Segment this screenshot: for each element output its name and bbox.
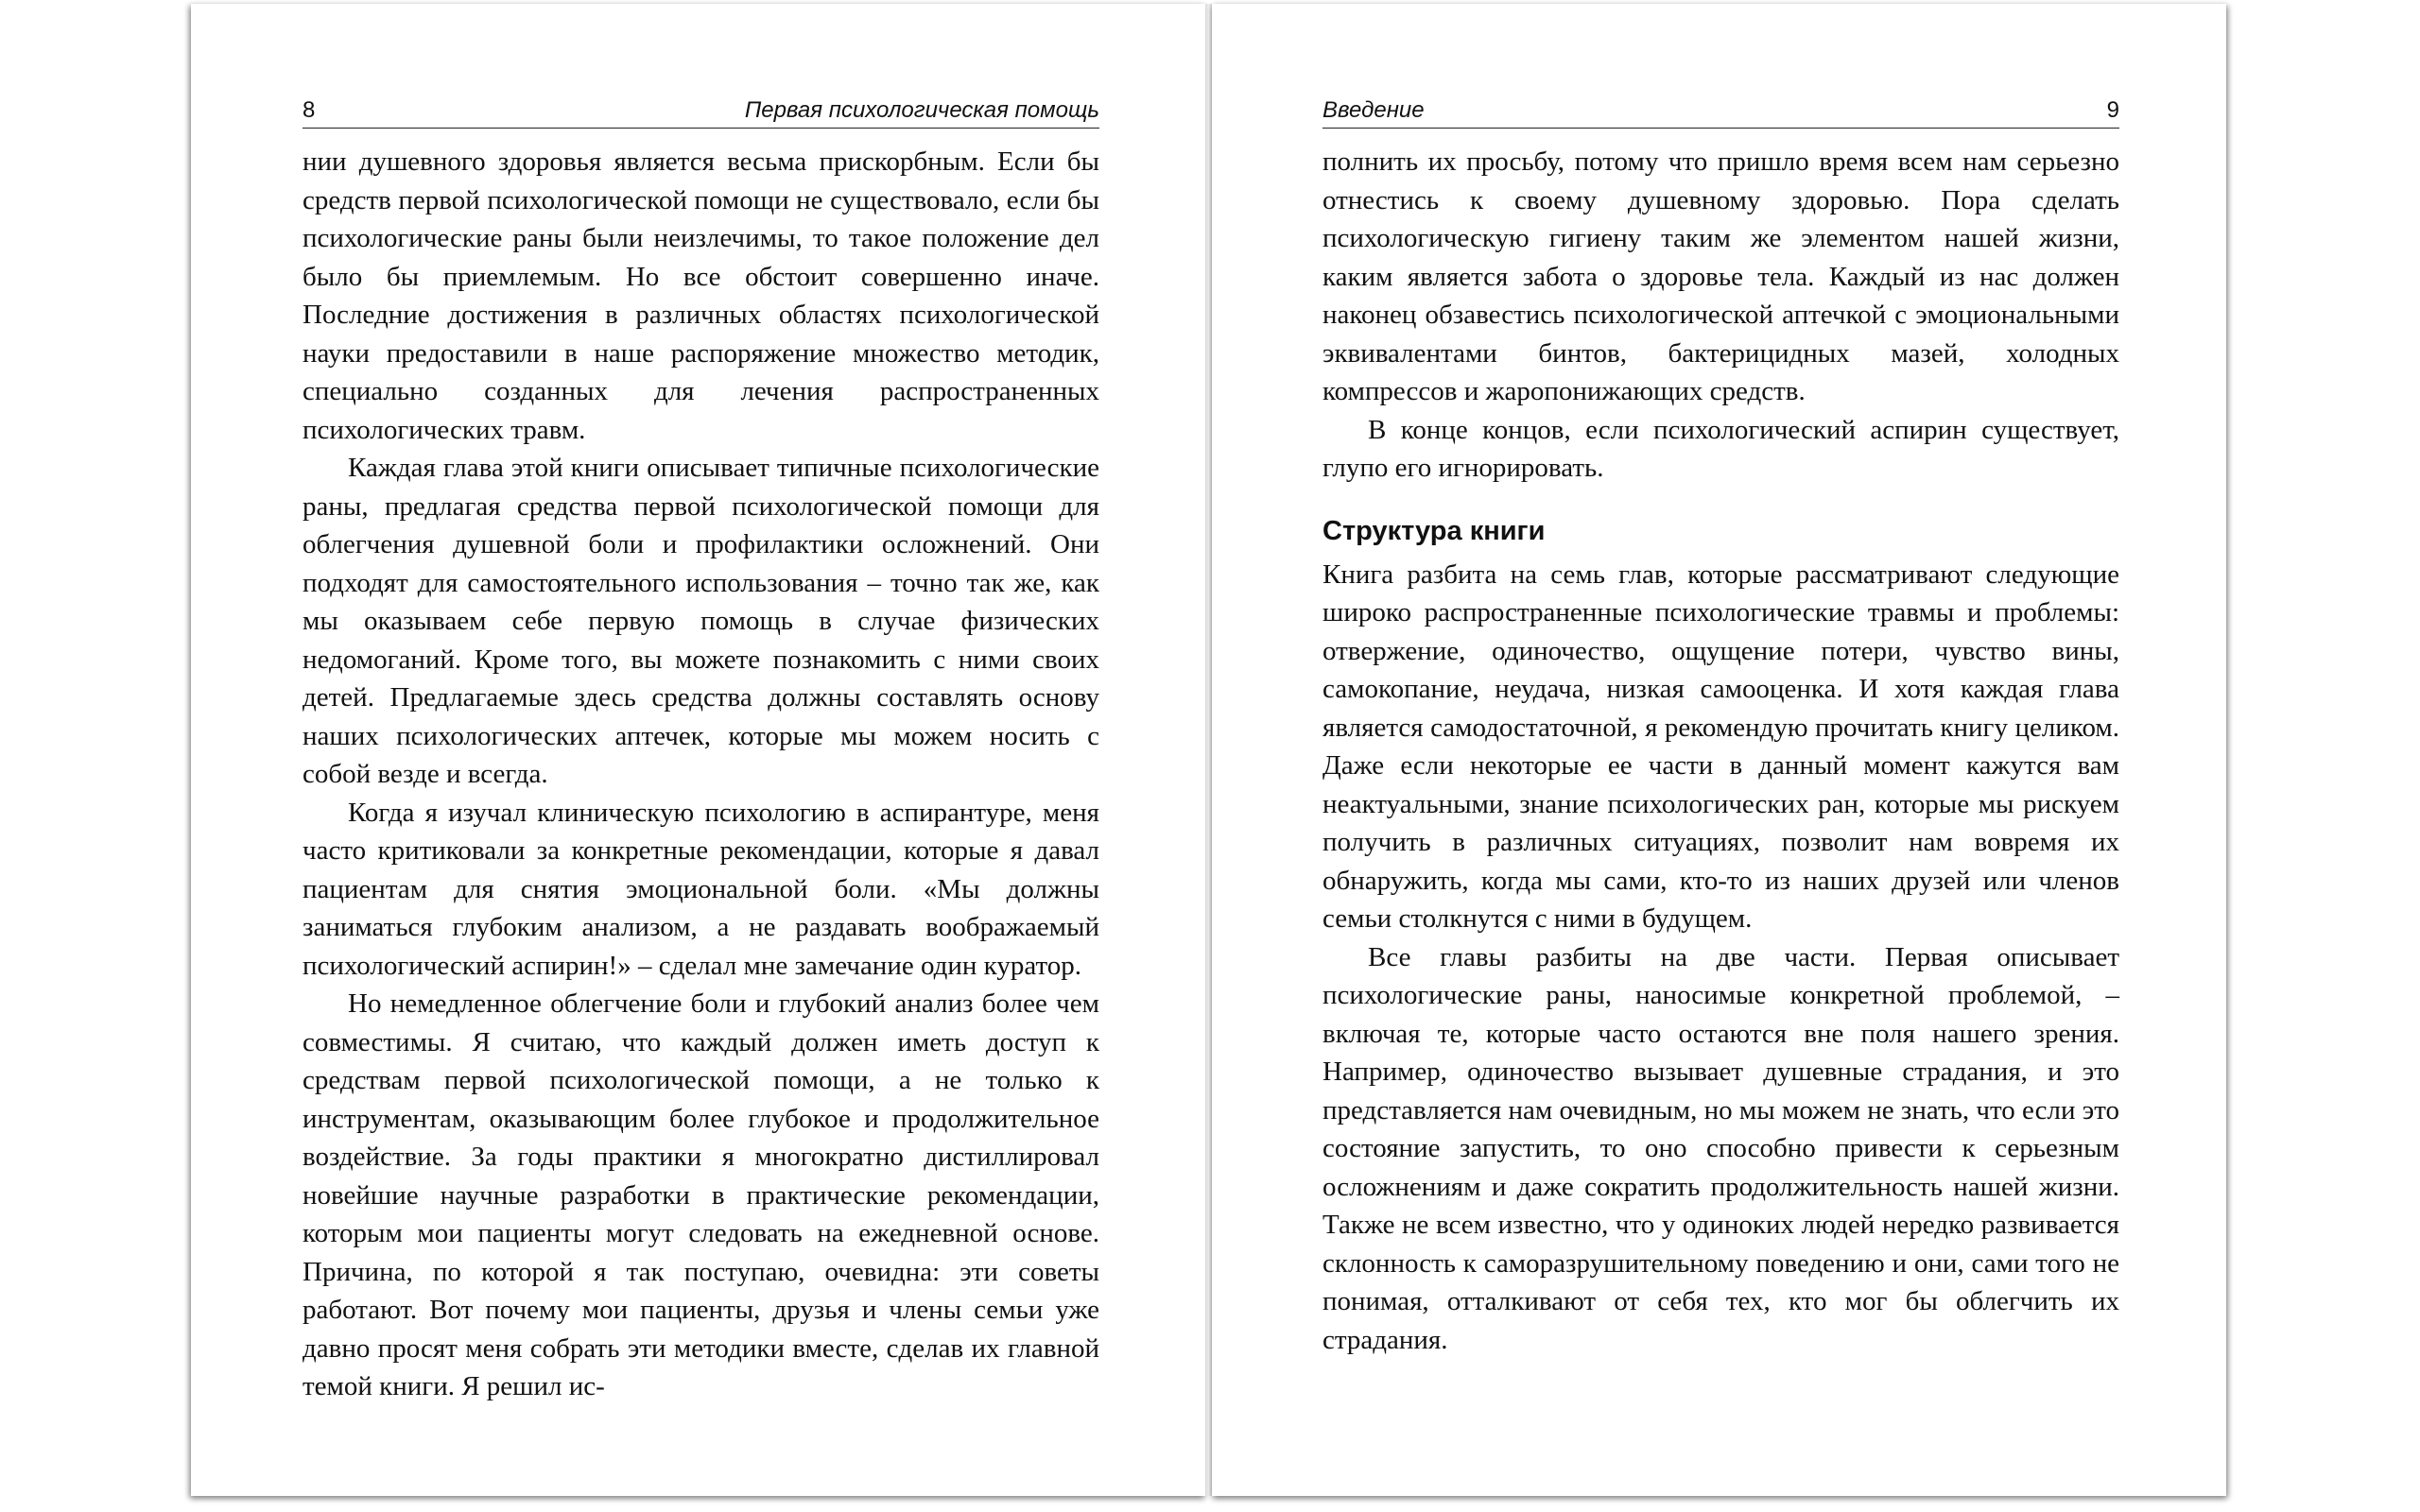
right-running-title: Введение xyxy=(1322,97,1425,123)
book-gutter xyxy=(1205,4,1212,1496)
paragraph: Но немедленное облегчение боли и глубокий анализ более чем совместимы. Я считаю, что каждый должен иметь доступ к средствам первой психологической помощи, а не только к инструментам, оказывающим более глубокое и продолжительное воздействие. За годы практики я многократно дистиллировал новейшие научные разработки в практические рекомендации, которым мои пациенты могут следовать на ежедневной основе. Причина, по которой я так поступаю, очевидна: эти советы работают. Вот почему мои пациенты, друзья и члены семьи уже давно просят меня собрать эти методики вместе, сделав их главной темой книги. Я решил ис- xyxy=(302,988,1099,1401)
right-page-body xyxy=(1322,143,2119,1359)
paragraph: полнить их просьбу, потому что пришло время всем нам серьезно отнестись к своему душевному здоровью. Пора сделать психологическую гигиену таким же элементом нашей жизни, каким является забота о здоровье тела. Каждый из нас должен наконец обзавестись психологической аптечкой с эмоциональными эквивалентами бинтов, бактерицидных мазей, холодных компрессов и жаропонижающих средств. xyxy=(1322,146,2119,406)
paragraph: нии душевного здоровья является весьма прискорбным. Если бы средств первой психологической помощи не существовало, если бы психологические раны были неизлечимы, то такое положение дел было бы приемлемым. Но все обстоит совершенно иначе. Последние достижения в различных областях психологической науки предоставили в наше распоряжение множество методик, специально созданных для лечения распространенных психологических травм. xyxy=(302,146,1099,445)
paragraph: В конце концов, если психологический аспирин существует, глупо его игнорировать. xyxy=(1322,414,2119,483)
section-heading: Структура книги xyxy=(1322,515,1546,546)
left-running-head xyxy=(302,94,1099,129)
right-running-head xyxy=(1322,94,2119,129)
left-page-body xyxy=(302,143,1099,1406)
paragraph: Когда я изучал клиническую психологию в аспирантуре, меня часто критиковали за конкретные рекомендации, которые я давал пациентам для снятия эмоциональной боли. «Мы должны заниматься глубоким анализом, а не раздавать воображаемый психологический аспирин!» – сделал мне замечание один куратор. xyxy=(302,797,1099,981)
paragraph: Каждая глава этой книги описывает типичные психологические раны, предлагая средства первой психологической помощи для облегчения душевной боли и профилактики осложнений. Они подходят для самостоятельного использования – точно так же, как мы оказываем себе первую помощь в случае физических недомоганий. Кроме того, вы можете познакомить с ними своих детей. Предлагаемые здесь средства должны составлять основу наших психологических аптечек, которые мы можем носить с собой везде и всегда. xyxy=(302,453,1099,789)
right-page-number: 9 xyxy=(2106,97,2119,123)
left-page xyxy=(191,4,1205,1496)
paragraph: Все главы разбиты на две части. Первая описывает психологические раны, наносимые конкретной проблемой, – включая те, которые часто остаются вне поля нашего зрения. Например, одиночество вызывает душевные страдания, и это представляется нам очевидным, но мы можем не знать, что если это состояние запустить, то оно способно привести к серьезным осложнениям и даже сократить продолжительность нашей жизни. Также не всем известно, что у одиноких людей нередко развивается склонность к саморазрушительному поведению и они, сами того не понимая, отталкивают от себя тех, кто мог бы облегчить их страдания. xyxy=(1322,941,2119,1355)
right-page xyxy=(1212,4,2226,1496)
left-running-title: Первая психологическая помощь xyxy=(744,97,1099,123)
paragraph: Книга разбита на семь глав, которые рассматривают следующие широко распространенные психологические травмы и проблемы: отвержение, одиночество, ощущение потери, чувство вины, самокопание, неудача, низкая самооценка. И хотя каждая глава является самодостаточной, я рекомендую прочитать книгу целиком. Даже если некоторые ее части в данный момент кажутся вам неактуальными, знание психологических ран, которые мы рискуем получить в различных ситуациях, позволит нам вовремя их обнаружить, когда мы сами, кто-то из наших друзей или членов семьи столкнутся с ними в будущем. xyxy=(1322,558,2119,934)
left-page-number: 8 xyxy=(302,97,316,123)
